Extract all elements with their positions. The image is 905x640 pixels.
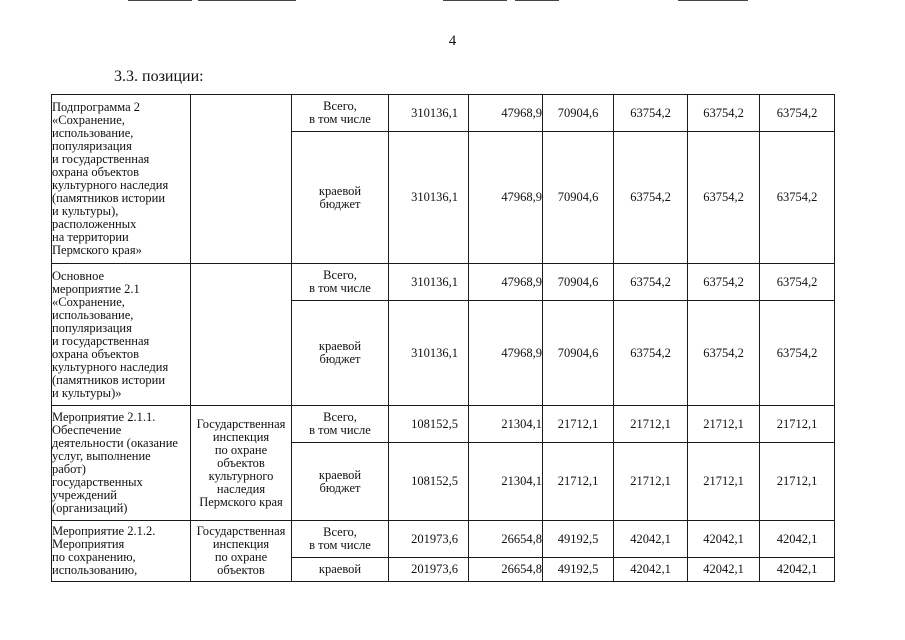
amount-year-3-cell: 63754,2 xyxy=(614,95,688,132)
amount-year-2-cell: 70904,6 xyxy=(543,301,614,406)
program-name-cell: Подпрограмма 2 «Сохранение, использование, популяризация и государственная охрана объектов культурного наследия (памятников истории и культуры), расположенных на территории Пермского края» xyxy=(52,95,191,264)
amount-year-3-cell: 42042,1 xyxy=(614,558,688,582)
amount-year-4-cell: 42042,1 xyxy=(688,558,760,582)
top-rule xyxy=(515,0,559,1)
budget-table xyxy=(51,94,835,582)
amount-year-2-cell: 21712,1 xyxy=(543,443,614,521)
amount-year-2-cell: 70904,6 xyxy=(543,132,614,264)
program-name-cell: Основное мероприятие 2.1 «Сохранение, использование, популяризация и государственная охрана объектов культурного наследия (памятников истории и культуры)» xyxy=(52,264,191,406)
amount-year-3-cell: 63754,2 xyxy=(614,264,688,301)
amount-year-3-cell: 42042,1 xyxy=(614,521,688,558)
amount-year-5-cell: 63754,2 xyxy=(760,95,835,132)
amount-year-5-cell: 42042,1 xyxy=(760,558,835,582)
table-row xyxy=(52,521,835,558)
amount-year-2-cell: 70904,6 xyxy=(543,264,614,301)
program-name-cell: Мероприятие 2.1.1. Обеспечение деятельности (оказание услуг, выполнение работ) государственных учреждений (организаций) xyxy=(52,406,191,521)
amount-year-1-cell: 26654,8 xyxy=(469,558,543,582)
amount-total-cell: 201973,6 xyxy=(389,521,469,558)
amount-year-1-cell: 21304,1 xyxy=(469,406,543,443)
amount-total-cell: 108152,5 xyxy=(389,443,469,521)
amount-year-2-cell: 21712,1 xyxy=(543,406,614,443)
amount-year-4-cell: 63754,2 xyxy=(688,132,760,264)
amount-year-3-cell: 21712,1 xyxy=(614,443,688,521)
executor-cell xyxy=(191,95,292,264)
amount-year-4-cell: 21712,1 xyxy=(688,406,760,443)
amount-year-1-cell: 47968,9 xyxy=(469,301,543,406)
top-rule xyxy=(678,0,748,1)
funding-source-cell: краевой бюджет xyxy=(292,443,389,521)
amount-year-2-cell: 49192,5 xyxy=(543,558,614,582)
amount-year-5-cell: 63754,2 xyxy=(760,301,835,406)
amount-year-4-cell: 63754,2 xyxy=(688,264,760,301)
top-rule xyxy=(443,0,507,1)
amount-year-2-cell: 49192,5 xyxy=(543,521,614,558)
amount-year-4-cell: 63754,2 xyxy=(688,95,760,132)
amount-year-2-cell: 70904,6 xyxy=(543,95,614,132)
funding-source-cell: краевой бюджет xyxy=(292,301,389,406)
amount-year-3-cell: 63754,2 xyxy=(614,301,688,406)
funding-source-cell: краевой xyxy=(292,558,389,582)
funding-source-cell: Всего, в том числе xyxy=(292,95,389,132)
top-rule xyxy=(198,0,296,1)
executor-cell: Государственная инспекция по охране объектов культурного наследия Пермского края xyxy=(191,406,292,521)
amount-year-1-cell: 21304,1 xyxy=(469,443,543,521)
amount-year-5-cell: 21712,1 xyxy=(760,406,835,443)
amount-year-1-cell: 47968,9 xyxy=(469,95,543,132)
amount-total-cell: 310136,1 xyxy=(389,301,469,406)
amount-total-cell: 108152,5 xyxy=(389,406,469,443)
table-body xyxy=(52,95,835,582)
amount-year-5-cell: 21712,1 xyxy=(760,443,835,521)
top-rule xyxy=(128,0,192,1)
table-row xyxy=(52,264,835,301)
program-name-cell: Мероприятие 2.1.2. Мероприятия по сохранению, использованию, xyxy=(52,521,191,582)
amount-year-1-cell: 26654,8 xyxy=(469,521,543,558)
table-row xyxy=(52,406,835,443)
amount-year-3-cell: 63754,2 xyxy=(614,132,688,264)
amount-total-cell: 201973,6 xyxy=(389,558,469,582)
amount-year-3-cell: 21712,1 xyxy=(614,406,688,443)
page-number: 4 xyxy=(448,33,457,49)
amount-total-cell: 310136,1 xyxy=(389,132,469,264)
amount-year-1-cell: 47968,9 xyxy=(469,264,543,301)
amount-year-5-cell: 42042,1 xyxy=(760,521,835,558)
section-heading: 3.3. позиции: xyxy=(114,68,204,85)
amount-total-cell: 310136,1 xyxy=(389,95,469,132)
amount-year-4-cell: 21712,1 xyxy=(688,443,760,521)
amount-year-1-cell: 47968,9 xyxy=(469,132,543,264)
amount-year-4-cell: 63754,2 xyxy=(688,301,760,406)
funding-source-cell: Всего, в том числе xyxy=(292,406,389,443)
amount-year-4-cell: 42042,1 xyxy=(688,521,760,558)
amount-year-5-cell: 63754,2 xyxy=(760,264,835,301)
table-row xyxy=(52,95,835,132)
amount-total-cell: 310136,1 xyxy=(389,264,469,301)
executor-cell: Государственная инспекция по охране объектов xyxy=(191,521,292,582)
executor-cell xyxy=(191,264,292,406)
funding-source-cell: Всего, в том числе xyxy=(292,264,389,301)
funding-source-cell: Всего, в том числе xyxy=(292,521,389,558)
funding-source-cell: краевой бюджет xyxy=(292,132,389,264)
amount-year-5-cell: 63754,2 xyxy=(760,132,835,264)
